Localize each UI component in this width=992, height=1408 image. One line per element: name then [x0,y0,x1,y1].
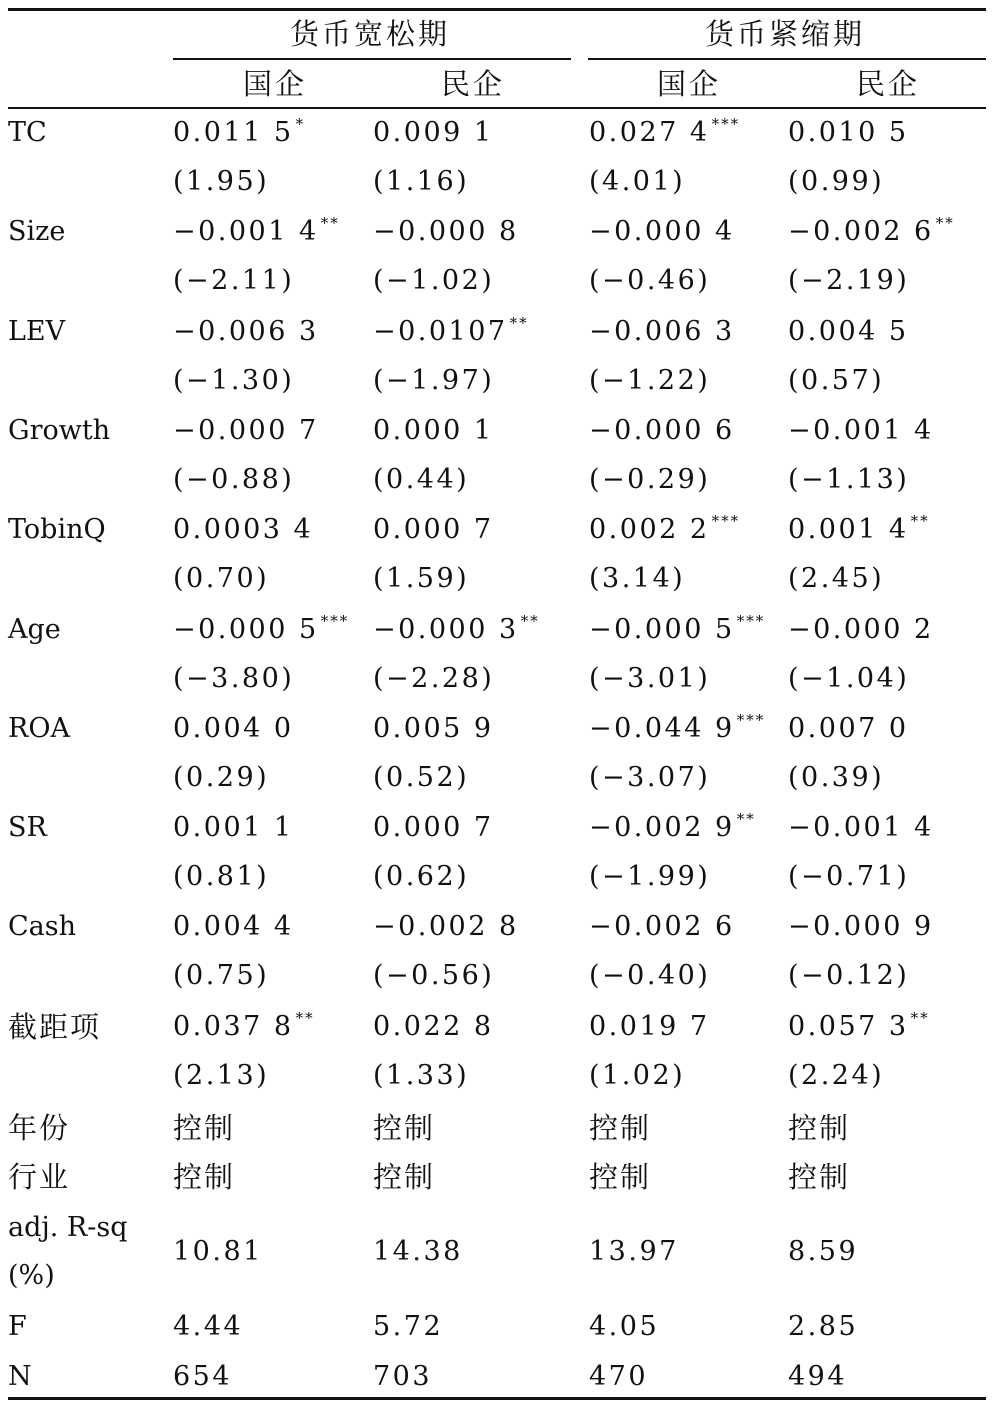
coef-cell-tight-soe [589,912,737,945]
coef-cell-tight-soe [589,115,741,151]
coef-cell-tight-private [788,912,936,945]
variable-label: SR [8,812,47,844]
coef-cell-loose-soe [173,611,350,648]
t-stat-loose-private: (0.44) [373,463,470,495]
control-value-loose-private: 控制 [373,1111,436,1145]
coef-value: 0.022 8 [373,1010,494,1042]
t-stat-loose-soe: (0.81) [173,861,270,893]
coef-cell-loose-private [373,611,540,648]
significance-stars: ** [295,1008,315,1027]
group-header-loose: 货币宽松期 [290,17,451,51]
coef-value: 0.004 0 [173,712,294,744]
variable-label: Growth [8,414,111,446]
coef-cell-tight-private [788,317,911,350]
n-label: N [8,1361,32,1392]
variable-label: TC [8,117,47,148]
t-stat-tight-soe: (4.01) [589,166,686,197]
n-value-tight-soe: 470 [589,1361,649,1392]
t-stat-tight-soe: (−3.07) [589,761,711,793]
subheader-loose-private: 民企 [441,67,506,101]
coef-value: 0.004 5 [788,315,909,347]
t-stat-tight-private: (0.57) [788,364,885,396]
coef-value: −0.000 5 [589,613,735,645]
t-stat-loose-private: (1.59) [373,563,470,595]
coef-value: −0.002 6 [788,216,934,248]
coef-cell-tight-private [788,714,911,747]
coef-cell-tight-soe [589,810,756,846]
variable-label: LEV [8,315,66,347]
coef-value: −0.044 9 [589,712,735,744]
significance-stars: *** [711,115,741,133]
f-value-tight-soe: 4.05 [589,1311,660,1342]
adj-rsq-loose-private: 14.38 [373,1236,463,1267]
t-stat-tight-private: (0.39) [788,761,885,793]
adj-rsq-tight-private: 8.59 [788,1236,859,1267]
f-value-loose-soe: 4.44 [173,1311,244,1342]
coef-cell-loose-private [373,313,529,350]
t-stat-tight-soe: (−3.01) [589,662,711,694]
coef-value: 0.011 5 [173,117,294,148]
table-top-rule [8,8,986,11]
t-stat-loose-soe: (−0.88) [173,463,295,495]
t-stat-loose-soe: (0.70) [173,563,270,595]
t-stat-loose-private: (0.62) [373,861,470,893]
variable-label: ROA [8,712,70,744]
coef-value: 0.019 7 [589,1010,710,1042]
coef-value: 0.057 3 [788,1010,909,1042]
f-label: F [8,1311,27,1342]
coef-value: −0.000 4 [589,216,735,248]
coef-value: −0.001 4 [788,812,934,844]
t-stat-tight-private: (−1.13) [788,463,910,495]
variable-label: Age [8,613,61,645]
t-stat-loose-soe: (0.29) [173,761,270,793]
subheader-tight-soe: 国企 [657,67,722,101]
t-stat-loose-private: (−1.97) [373,364,495,396]
adj-rsq-loose-soe: 10.81 [173,1236,263,1267]
adj-rsq-unit: (%) [8,1260,55,1291]
t-stat-loose-private: (1.16) [373,166,470,197]
control-value-tight-private: 控制 [788,1160,851,1194]
coef-value: −0.0107 [373,315,508,347]
t-stat-loose-private: (−1.02) [373,265,495,297]
n-value-loose-private: 703 [373,1361,433,1392]
coef-value: 0.005 9 [373,712,494,744]
t-stat-tight-soe: (−1.22) [589,364,711,396]
adj-rsq-tight-soe: 13.97 [589,1236,679,1267]
t-stat-loose-soe: (0.75) [173,960,270,992]
significance-stars: ** [736,810,756,829]
significance-stars: ** [910,1008,930,1027]
coef-cell-loose-private [373,515,496,548]
group-rule-tight [588,58,986,60]
significance-stars: ** [320,214,340,233]
t-stat-tight-soe: (−0.46) [589,265,711,297]
f-value-tight-private: 2.85 [788,1311,859,1342]
coef-value: 0.037 8 [173,1010,294,1042]
coef-cell-tight-soe [589,317,737,350]
coef-value: 0.027 4 [589,117,710,148]
control-value-loose-soe: 控制 [173,1160,236,1194]
significance-stars: ** [520,611,540,630]
coef-value: −0.006 3 [173,315,319,347]
t-stat-loose-soe: (−2.11) [173,265,295,297]
t-stat-tight-private: (−0.71) [788,861,910,893]
coef-cell-loose-private [373,1012,496,1045]
t-stat-tight-soe: (−1.99) [589,861,711,893]
coef-value: −0.000 5 [173,613,319,645]
significance-stars: ** [935,214,955,233]
control-value-loose-soe: 控制 [173,1111,236,1145]
coef-value: 0.002 2 [589,514,710,546]
coef-value: 0.000 1 [373,414,494,446]
t-stat-tight-private: (−2.19) [788,265,910,297]
control-value-tight-private: 控制 [788,1111,851,1145]
significance-stars: *** [711,512,741,531]
coef-value: −0.000 7 [173,414,319,446]
coef-cell-loose-soe [173,912,296,945]
t-stat-loose-soe: (2.13) [173,1059,270,1091]
coef-cell-tight-private [788,416,936,449]
coef-value: 0.001 4 [788,514,909,546]
coef-cell-loose-private [373,118,496,151]
t-stat-tight-private: (2.24) [788,1059,885,1091]
t-stat-loose-soe: (1.95) [173,166,270,197]
t-stat-loose-private: (−2.28) [373,662,495,694]
t-stat-loose-private: (−0.56) [373,960,495,992]
coef-value: 0.000 7 [373,812,494,844]
coef-cell-loose-soe [173,1008,315,1045]
coef-cell-loose-soe [173,115,306,151]
significance-stars: * [295,115,306,133]
t-stat-tight-soe: (−0.40) [589,960,711,992]
significance-stars: *** [320,611,350,630]
n-value-loose-soe: 654 [173,1361,233,1392]
variable-label: 截距项 [8,1009,102,1044]
variable-label: Size [8,216,66,248]
coef-cell-tight-soe [589,217,737,250]
t-stat-tight-private: (2.45) [788,563,885,595]
coef-value: −0.000 8 [373,216,519,248]
group-header-tight: 货币紧缩期 [705,17,866,51]
significance-stars: ** [910,512,930,531]
coef-value: 0.0003 4 [173,514,314,546]
coef-value: −0.002 8 [373,911,519,943]
coef-cell-loose-soe [173,214,340,250]
t-stat-tight-soe: (1.02) [589,1059,686,1091]
coef-value: 0.007 0 [788,712,909,744]
significance-stars: *** [736,710,766,729]
coef-value: 0.001 1 [173,812,294,844]
coef-cell-tight-soe [589,1012,712,1045]
table-bottom-rule [8,1397,986,1400]
adj-rsq-label: adj. R-sq [8,1212,128,1243]
t-stat-tight-soe: (−0.29) [589,463,711,495]
t-stat-loose-soe: (−3.80) [173,662,295,694]
coef-cell-loose-soe [173,416,321,449]
f-value-loose-private: 5.72 [373,1311,444,1342]
control-value-loose-private: 控制 [373,1160,436,1194]
coef-value: −0.006 3 [589,315,735,347]
t-stat-tight-soe: (3.14) [589,563,686,595]
n-value-tight-private: 494 [788,1361,848,1392]
coef-value: 0.009 1 [373,117,494,148]
t-stat-tight-private: (−1.04) [788,662,910,694]
coef-value: −0.002 6 [589,911,735,943]
coef-value: 0.004 4 [173,911,294,943]
coef-value: −0.001 4 [788,414,934,446]
coef-value: 0.010 5 [788,117,909,148]
coef-value: 0.000 7 [373,514,494,546]
coef-cell-loose-private [373,217,521,250]
coef-value: −0.000 2 [788,613,934,645]
coef-cell-tight-private [788,512,930,548]
coef-cell-tight-soe [589,611,766,648]
coef-value: −0.000 3 [373,613,519,645]
coef-cell-tight-private [788,118,911,151]
subheader-tight-private: 民企 [856,67,921,101]
header-rule [8,107,986,109]
t-stat-loose-soe: (−1.30) [173,364,295,396]
coef-cell-tight-private [788,1008,930,1045]
coef-cell-tight-private [788,214,955,250]
coef-cell-loose-soe [173,317,321,350]
coef-value: −0.001 4 [173,216,319,248]
variable-label: Cash [8,911,77,943]
coef-value: −0.002 9 [589,812,735,844]
coef-cell-loose-private [373,912,521,945]
group-rule-loose [173,58,571,60]
coef-cell-tight-private [788,813,936,846]
coef-cell-tight-soe [589,710,766,747]
t-stat-loose-private: (0.52) [373,761,470,793]
t-stat-tight-private: (−0.12) [788,960,910,992]
subheader-loose-soe: 国企 [243,67,308,101]
coef-cell-loose-private [373,416,496,449]
significance-stars: ** [509,313,529,332]
variable-label: TobinQ [8,514,106,546]
coef-cell-loose-soe [173,813,296,846]
coef-value: −0.000 9 [788,911,934,943]
coef-cell-loose-private [373,714,496,747]
significance-stars: *** [736,611,766,630]
coef-cell-tight-soe [589,512,741,548]
control-label: 年份 [8,1111,71,1145]
coef-cell-tight-soe [589,416,737,449]
coef-cell-tight-private [788,615,936,648]
control-label: 行业 [8,1160,71,1194]
control-value-tight-soe: 控制 [589,1160,652,1194]
t-stat-loose-private: (1.33) [373,1059,470,1091]
coef-value: −0.000 6 [589,414,735,446]
coef-cell-loose-soe [173,515,315,548]
t-stat-tight-private: (0.99) [788,166,885,197]
control-value-tight-soe: 控制 [589,1111,652,1145]
coef-cell-loose-soe [173,714,296,747]
coef-cell-loose-private [373,813,496,846]
